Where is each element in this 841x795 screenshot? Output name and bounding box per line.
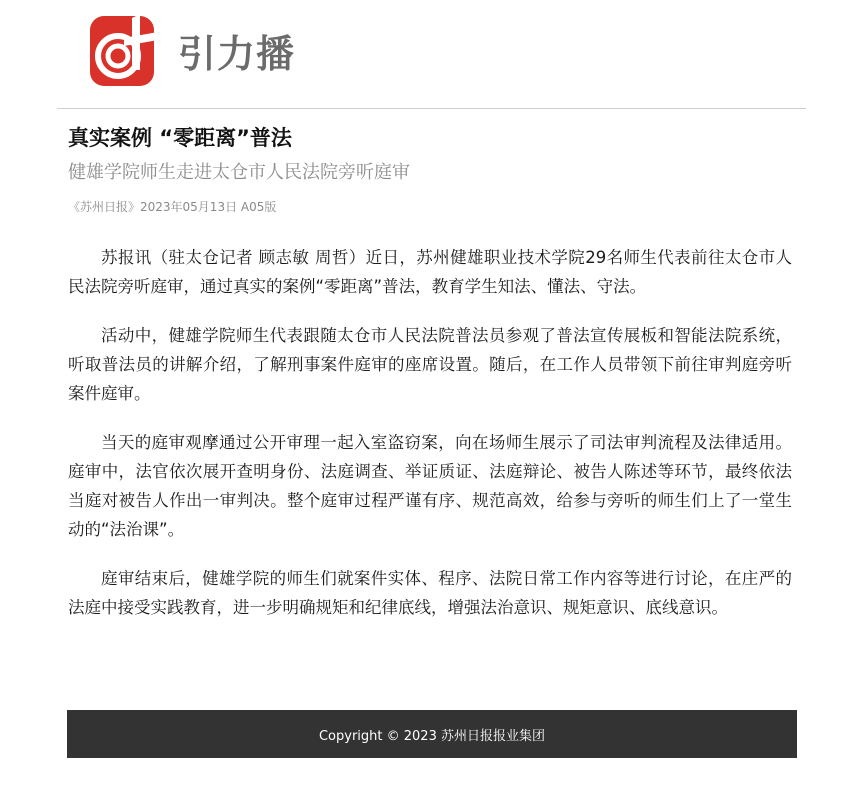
site-footer [67,710,797,758]
site-header [88,10,295,90]
article-source: 《苏州日报》2023年05月13日 A05版 [68,200,277,214]
article-paragraph: 当天的庭审观摩通过公开审理一起入室盗窃案，向在场师生展示了司法审判流程及法律适用。庭审中，法官依次展开查明身份、法庭调查、举证质证、法庭辩论、被告人陈述等环节，最终依法当庭对被告人作出一审判决。整个庭审过程严谨有序、规范高效，给参与旁听的师生们上了一堂生动的“法治课”。 [68,433,792,539]
article-paragraph: 苏报讯（驻太仓记者 顾志敏 周哲）近日，苏州健雄职业技术学院29名师生代表前往太仓市人民法院旁听庭审，通过真实的案例“零距离”普法，教育学生知法、懂法、守法。 [68,248,792,296]
article-body [68,243,792,622]
article-title: 真实案例 “零距离”普法 [68,126,292,150]
article-paragraph: 庭审结束后，健雄学院的师生们就案件实体、程序、法院日常工作内容等进行讨论，在庄严的法庭中接受实践教育，进一步明确规矩和纪律底线，增强法治意识、规矩意识、底线意识。 [68,569,792,617]
article [68,122,792,642]
brand-name[interactable]: 引力播 [178,31,296,76]
yinlibo-logo-icon[interactable] [88,12,160,88]
article-paragraph: 活动中，健雄学院师生代表跟随太仓市人民法院普法员参观了普法宣传展板和智能法院系统，听取普法员的讲解介绍，了解刑事案件庭审的座席设置。随后，在工作人员带领下前往审判庭旁听案件庭审。 [68,326,792,403]
copyright-text: Copyright © 2023 苏州日报报业集团 [318,728,545,744]
header-divider [57,108,806,109]
article-subtitle: 健雄学院师生走进太仓市人民法院旁听庭审 [68,162,410,183]
